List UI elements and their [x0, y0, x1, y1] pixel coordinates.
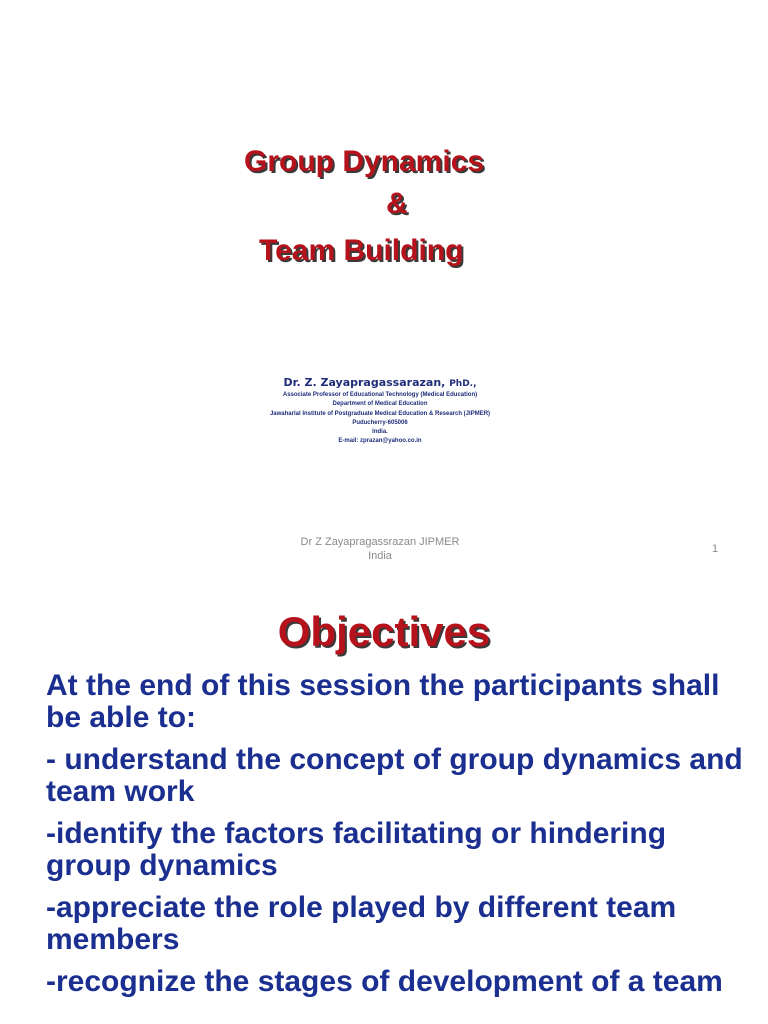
footer-line-2: India: [368, 550, 392, 562]
footer-line-1: Dr Z Zayapragassrazan JIPMER: [300, 536, 460, 548]
author-email: E-mail: zprazan@yahoo.co.in: [338, 438, 422, 445]
objective-item: -appreciate the role played by different team members: [46, 891, 677, 956]
objective-intro: At the end of this session the participants shall be able to:: [46, 669, 720, 734]
author-name: Dr. Z. Zayapragassarazan,: [283, 376, 446, 389]
author-country: India.: [372, 429, 388, 436]
author-name-line: [180, 376, 580, 391]
author-title: Associate Professor of Educational Technology (Medical Education): [282, 392, 478, 398]
author-degree: PhD.,: [449, 379, 477, 389]
title-line-2: &: [386, 187, 408, 220]
objectives-slide: [0, 580, 768, 1024]
title-line-3: Team Building: [259, 234, 464, 267]
objective-item: -recognize the stages of development of a team: [46, 965, 723, 998]
author-city: Puducherry-605006: [352, 419, 408, 426]
objective-item: - understand the concept of group dynamics and team work: [46, 743, 743, 808]
objectives-body: [46, 670, 746, 1008]
title-line-1: Group Dynamics: [244, 145, 485, 178]
objectives-heading: Objectives: [277, 608, 491, 655]
slide-footer: [270, 535, 490, 563]
objective-item: -identify the factors facilitating or hindering group dynamics: [46, 817, 667, 882]
author-block: [180, 376, 580, 447]
author-department: Department of Medical Education: [332, 401, 428, 408]
author-institute: Jawaharlal Institute of Postgraduate Medical Education & Research (JIPMER): [269, 410, 491, 417]
page-number: 1: [712, 543, 719, 555]
